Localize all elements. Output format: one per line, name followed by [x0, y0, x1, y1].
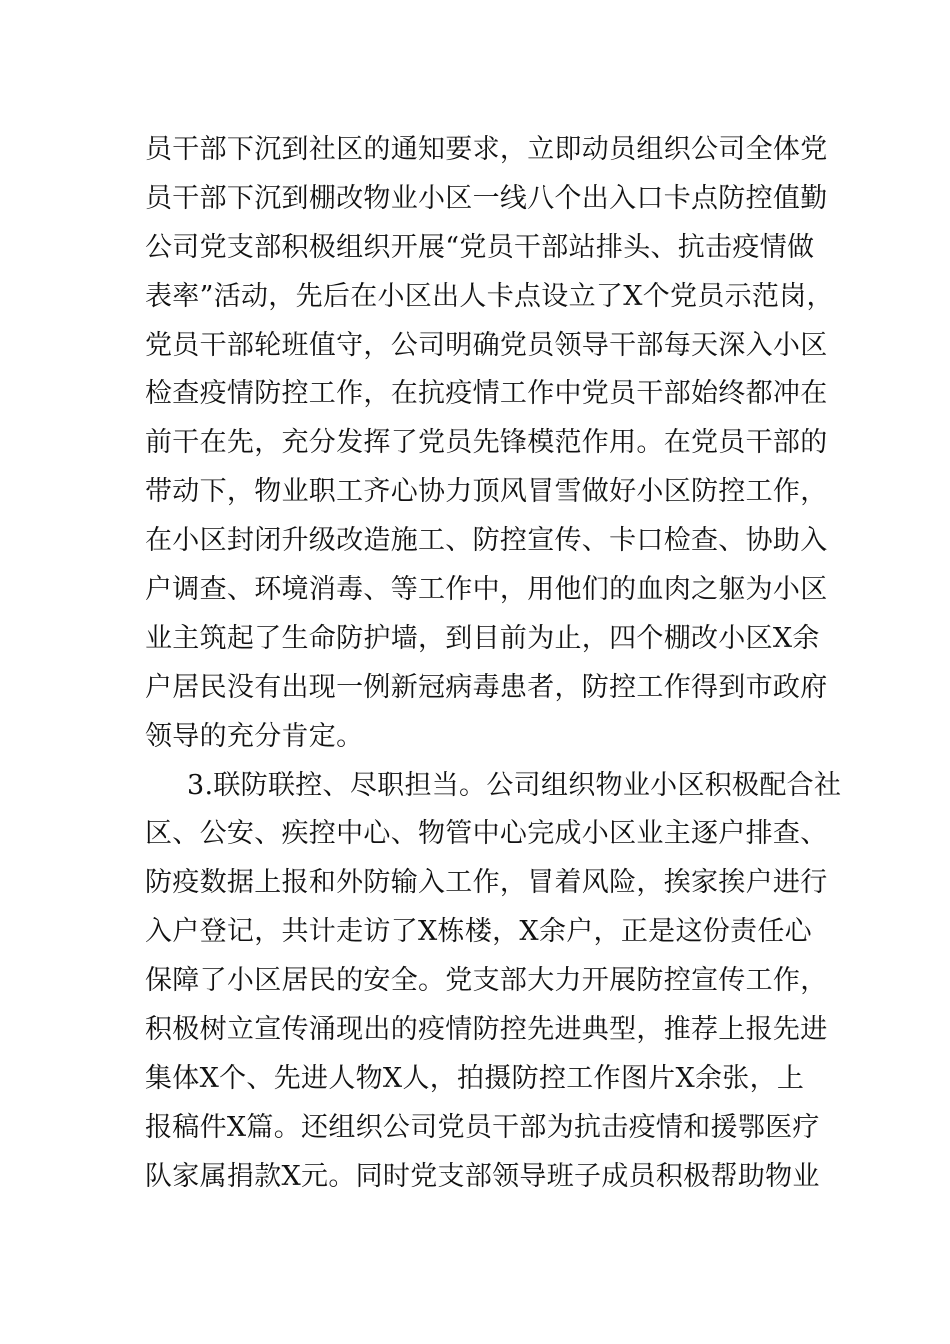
text-line: 报稿件X篇。还组织公司党员干部为抗击疫情和援鄂医疗 — [145, 1111, 820, 1143]
text-line: 保障了小区居民的安全。党支部大力开展防控宣传工作， — [145, 965, 828, 997]
text-line: 带动下，物业职工齐心协力顶风冒雪做好小区防控工作， — [145, 476, 828, 508]
text-line: 在小区封闭升级改造施工、防控宣传、卡口检查、协助入 — [145, 525, 828, 557]
section-heading-line: 3.联防联控、尽职担当。公司组织物业小区积极配合社 — [187, 769, 842, 801]
text-line: 表率”活动，先后在小区出人卡点设立了X个党员示范岗， — [145, 280, 834, 312]
text-line: 前干在先，充分发挥了党员先锋模范作用。在党员干部的 — [145, 427, 828, 459]
text-line: 区、公安、疾控中心、物管中心完成小区业主逐户排查、 — [145, 818, 828, 850]
text-line: 党员干部轮班值守，公司明确党员领导干部每天深入小区 — [145, 329, 828, 361]
text-line: 公司党支部积极组织开展“党员干部站排头、抗击疫情做 — [145, 231, 815, 263]
text-line: 业主筑起了生命防护墙，到目前为止，四个棚改小区X余 — [145, 622, 820, 654]
text-line: 员干部下沉到社区的通知要求，立即动员组织公司全体党 — [145, 134, 828, 165]
text-line: 户调查、环境消毒、等工作中，用他们的血肉之躯为小区 — [145, 574, 828, 606]
body-text — [145, 126, 842, 1202]
text-line: 积极树立宣传涌现出的疫情防控先进典型，推荐上报先进 — [145, 1014, 828, 1046]
text-line: 员干部下沉到棚改物业小区一线八个出入口卡点防控值勤 — [145, 182, 828, 214]
text-line: 集体X个、先进人物X人，拍摄防控工作图片X余张，上 — [145, 1062, 805, 1094]
text-line: 入户登记，共计走访了X栋楼，X余户，正是这份责任心 — [145, 916, 812, 948]
text-line: 队家属捐款X元。同时党支部领导班子成员积极帮助物业 — [145, 1160, 820, 1192]
text-line: 领导的充分肯定。 — [145, 720, 364, 752]
text-line: 户居民没有出现一例新冠病毒患者，防控工作得到市政府 — [145, 671, 828, 703]
text-line: 防疫数据上报和外防输入工作，冒着风险，挨家挨户进行 — [145, 867, 828, 899]
text-line: 检查疫情防控工作，在抗疫情工作中党员干部始终都冲在 — [145, 378, 828, 410]
